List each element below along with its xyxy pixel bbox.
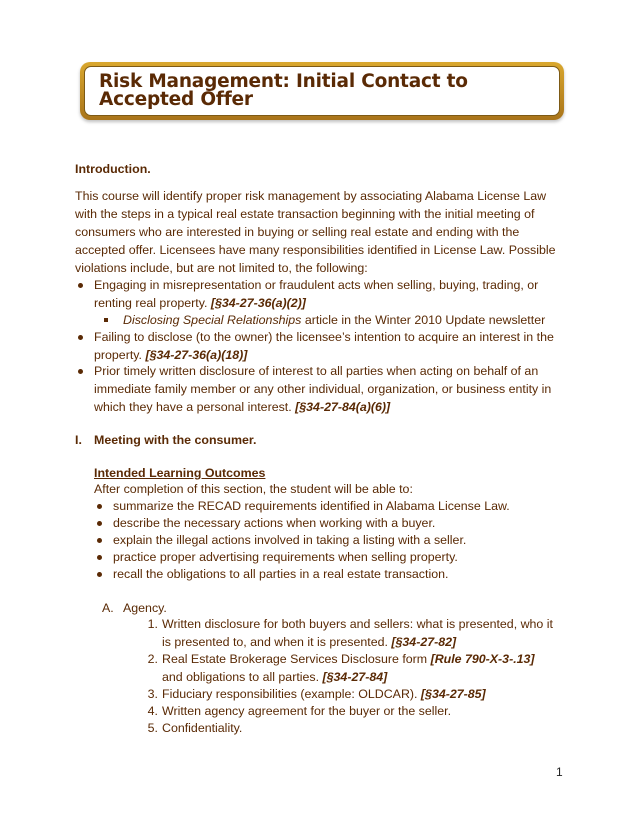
article-title: Disclosing Special Relationships [123, 313, 302, 327]
sub-bullet [104, 311, 564, 329]
law-citation: [§34-27-82] [391, 635, 457, 649]
title-box [84, 66, 560, 116]
title-banner [80, 62, 564, 120]
violation-text: Prior timely written disclosure of interest to all parties when acting on behalf of an immediate family member or any other individual, organization, or business entity in which they have a personal interest. [94, 364, 552, 414]
intro-heading: Introduction. [75, 162, 151, 176]
violation-item [75, 362, 565, 416]
agency-item [138, 615, 558, 651]
outcome-item [94, 565, 554, 583]
agency-item [138, 702, 558, 720]
item-text: Fiduciary responsibilities (example: OLDCAR). [162, 687, 418, 701]
item-number: 2. [147, 652, 158, 666]
item-text: Written disclosure for both buyers and sellers: what is presented, who it is presented to, and when it is presented. [162, 617, 553, 649]
outcome-text: describe the necessary actions when working with a buyer. [113, 516, 436, 530]
item-number: 4. [147, 704, 158, 718]
outcome-item [94, 514, 554, 532]
subsection-letter: A. [102, 601, 114, 615]
section-heading: Meeting with the consumer. [94, 433, 257, 447]
agency-item [138, 685, 558, 703]
law-citation: [§34-27-85] [420, 687, 486, 701]
law-citation: [§34-27-84] [322, 670, 388, 684]
violation-text: Engaging in misrepresentation or fraudulent acts when selling, buying, trading, or renting real property. [94, 278, 539, 310]
item-text: Confidentiality. [162, 721, 243, 735]
bullet-icon [97, 572, 102, 577]
outcome-text: summarize the RECAD requirements identified in Alabama License Law. [113, 499, 510, 513]
intro-paragraph: This course will identify proper risk management by associating Alabama License Law with the steps in a typical real estate transaction beginning with the initial meeting of consumers who are interested in buying or selling real estate and ending with the accepted offer. Licensees have many responsibilities identified in License Law. Possible violations include, but are not limited to, the following: [75, 189, 556, 275]
outcome-item [94, 531, 554, 549]
sub-bullet-text: article in the Winter 2010 Update newsletter [304, 313, 546, 327]
law-citation: [§34-27-36(a)(2)] [210, 296, 306, 310]
square-bullet-icon [104, 318, 108, 322]
agency-item [138, 650, 558, 686]
violation-text: Failing to disclose (to the owner) the licensee’s intention to acquire an interest in the property. [94, 330, 554, 362]
violation-item [75, 328, 565, 364]
bullet-icon [97, 504, 102, 509]
agency-item [138, 719, 558, 737]
item-text: Real Estate Brokerage Services Disclosure form [162, 652, 428, 666]
page-number: 1 [556, 765, 563, 779]
violation-item [75, 276, 565, 312]
outcomes-heading: Intended Learning Outcomes [94, 466, 266, 480]
outcome-text: practice proper advertising requirements when selling property. [113, 550, 458, 564]
item-number: 1. [147, 617, 158, 631]
page-title: Risk Management: Initial Contact to Accepted Offer [99, 71, 468, 110]
law-citation: [§34-27-84(a)(6)] [295, 400, 391, 414]
outcome-text: recall the obligations to all parties in a real estate transaction. [113, 567, 449, 581]
law-citation: [§34-27-36(a)(18)] [145, 348, 248, 362]
outcomes-intro: After completion of this section, the student will be able to: [94, 482, 413, 496]
outcome-text: explain the illegal actions involved in taking a listing with a seller. [113, 533, 467, 547]
rule-citation: [Rule 790-X-3-.13] [430, 652, 535, 666]
bullet-icon [97, 538, 102, 543]
item-number: 5. [147, 721, 158, 735]
section-numeral: I. [75, 433, 82, 447]
bullet-icon [97, 555, 102, 560]
item-number: 3. [147, 687, 158, 701]
outcome-item [94, 497, 554, 515]
bullet-icon [78, 283, 83, 288]
item-text: Written agency agreement for the buyer or the seller. [162, 704, 452, 718]
bullet-icon [78, 369, 83, 374]
item-text-continued: and obligations to all parties. [162, 670, 320, 684]
bullet-icon [97, 521, 102, 526]
subsection-title: Agency. [123, 601, 167, 615]
outcome-item [94, 548, 554, 566]
bullet-icon [78, 335, 83, 340]
